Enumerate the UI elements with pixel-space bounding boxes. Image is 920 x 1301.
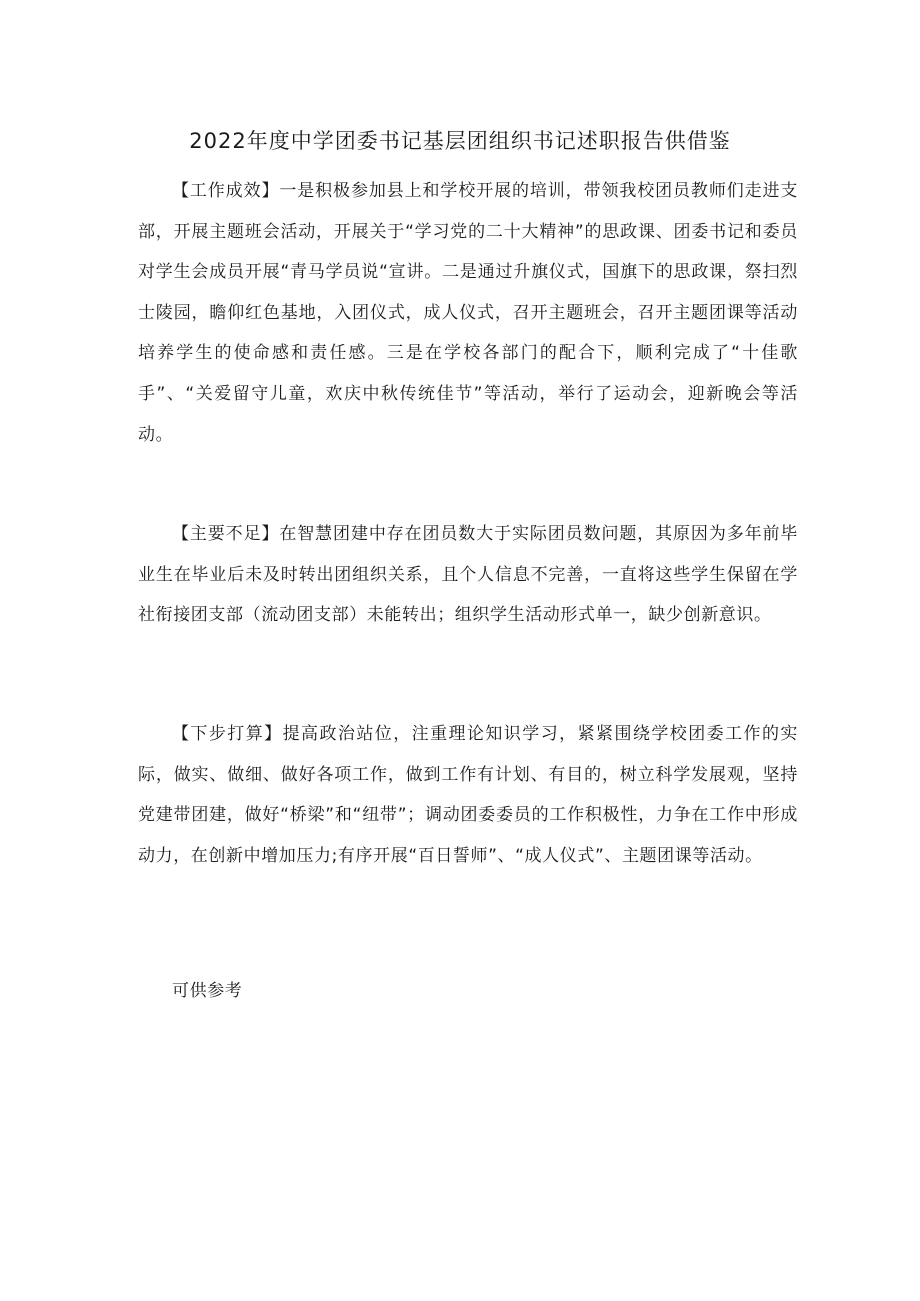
section-heading: 【下步打算】: [172, 724, 283, 744]
section-heading: 【工作成效】: [172, 181, 280, 201]
section-work-results: [138, 171, 798, 455]
section-heading: 【主要不足】: [172, 524, 280, 544]
section-body: 提高政治站位，注重理论知识学习，紧紧围绕学校团委工作的实际，做实、做细、做好各项工作，做到工作有计划、有目的，树立科学发展观，坚持党建带团建，做好“桥梁”和“纽带”；调动团委委员的工作积极性，力争在工作中形成动力，在创新中增加压力;有序开展“百日誓师”、“成人仪式”、主题团课等活动。: [138, 724, 798, 866]
section-next-steps: [138, 714, 798, 876]
closing-note: 可供参考: [172, 981, 243, 1001]
section-body: 一是积极参加县上和学校开展的培训，带领我校团员教师们走进支部，开展主题班会活动，开展关于“学习党的二十大精神”的思政课、团委书记和委员对学生会成员开展“青马学员说“宣讲。二是通过升旗仪式，国旗下的思政课，祭扫烈士陵园，瞻仰红色基地，入团仪式，成人仪式，召开主题班会，召开主题团课等活动培养学生的使命感和责任感。三是在学校各部门的配合下，顺利完成了“十佳歌手”、“关爱留守儿童，欢庆中秋传统佳节”等活动，举行了运动会，迎新晚会等活动。: [138, 181, 798, 445]
section-shortcomings: [138, 514, 798, 636]
section-body: 在智慧团建中存在团员数大于实际团员数问题，其原因为多年前毕业生在毕业后未及时转出团组织关系，且个人信息不完善，一直将这些学生保留在学社衔接团支部（流动团支部）未能转出；组织学生活动形式单一，缺少创新意识。: [138, 524, 798, 626]
document-title: 2022年度中学团委书记基层团组织书记述职报告供借鉴: [189, 129, 731, 153]
